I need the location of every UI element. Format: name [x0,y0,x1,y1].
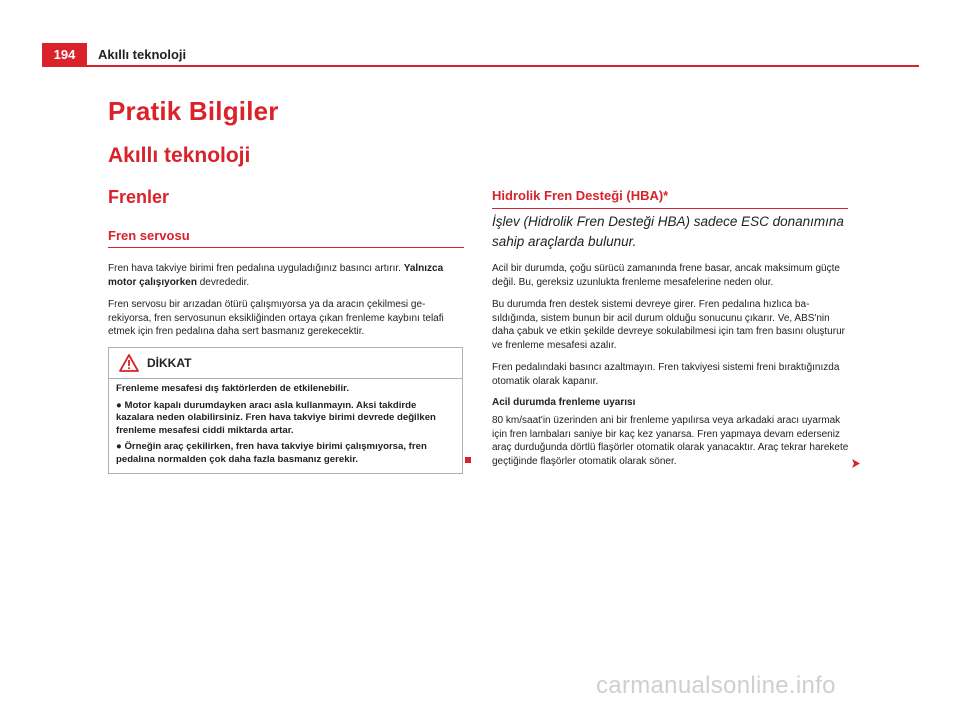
end-square-icon [465,457,471,463]
warning-line-1: Frenleme mesafesi dış faktörlerden de etkilenebilir. [116,383,350,394]
right-lead: İşlev (Hidrolik Fren Desteği HBA) sadece ESC donanımına sahip araçlarda bulunur. [492,214,844,249]
left-paragraph-1 [108,262,464,289]
warning-title: DİKKAT [147,356,192,370]
right-paragraph-heading: Acil durumda frenleme uyarısı [492,397,636,408]
warning-bullet-2: ● Örneğin araç çekilirken, fren hava takviye birimi çalışmıyorsa, fren pedalına normalden çok daha fazla basmanız gerekir. [116,441,427,465]
warning-box [108,347,463,474]
warning-header [109,348,462,379]
p1-bold: Yalnızca motor çalışıyorken [108,263,444,288]
section-title: Pratik Bilgiler [108,96,279,126]
warning-triangle-icon [119,354,139,372]
right-paragraph-3: Fren pedalındaki basıncı azaltmayın. Fren takviyesi sistemi freni bıraktığınızda otomatik olarak kapanır. [492,362,840,387]
topic-title: Frenler [108,187,170,207]
chapter-title: Akıllı teknoloji [108,144,251,167]
right-paragraph-2: Bu durumda fren destek sistemi devreye girer. Fren pedalına hızlıca basıldığında, sistem bunun bir acil durum olduğu sonucunu çıkarır. Ve, ABS'nin daha çabuk ve etkin şekilde devreye sokulabilmesi için tam fren basını oluşturur ve frenleme mesafesi azalır. [492,299,845,351]
p1-text: Fren hava takviye birimi fren pedalına uyguladığınız basıncı artırır. [108,263,404,274]
watermark: carmanualsonline.info [596,672,836,699]
running-title: Akıllı teknoloji [98,47,187,62]
p1-tail: devrededir. [196,276,250,288]
right-paragraph-5: 80 km/saat'in üzerinden ani bir frenleme yapılırsa veya arkadaki aracı uyarmak için fren lambaları saniye bir kaç kez yanarsa. Fren yapmaya devam ederseniz araç durduğunda dörtlü flaşörler otomatik olarak yanacaktır. Araç tekrar harekete geçtiğinde flaşörler otomatik olarak söner. [492,415,849,467]
left-paragraph-2: Fren servosu bir arızadan ötürü çalışmıyorsa ya da aracın çekilmesi gerekiyorsa, fren servosunun eksikliğinden ortaya çıkan frenleme kaybını telafi etmek için fren pedalına daha sert basmanız gerekecektir. [108,299,444,337]
warning-body [109,379,462,466]
page-number: 194 [42,43,87,65]
continue-arrow-icon [852,459,860,468]
right-subheading: Hidrolik Fren Desteği (HBA)* [492,188,848,209]
warning-bullet-1: ● Motor kapalı durumdayken aracı asla kullanmayın. Aksi takdirde kazalara neden olabilirsiniz. Fren hava takviye birimi devrede değilken frenleme mesafesi ciddi miktarda artar. [116,399,436,436]
right-paragraph-1: Acil bir durumda, çoğu sürücü zamanında frene basar, ancak maksimum güçte değil. Bu, gereksiz uzunlukta frenleme mesafelerine neden olur. [492,263,840,288]
left-subheading: Fren servosu [108,228,464,248]
header-rule [42,65,919,67]
